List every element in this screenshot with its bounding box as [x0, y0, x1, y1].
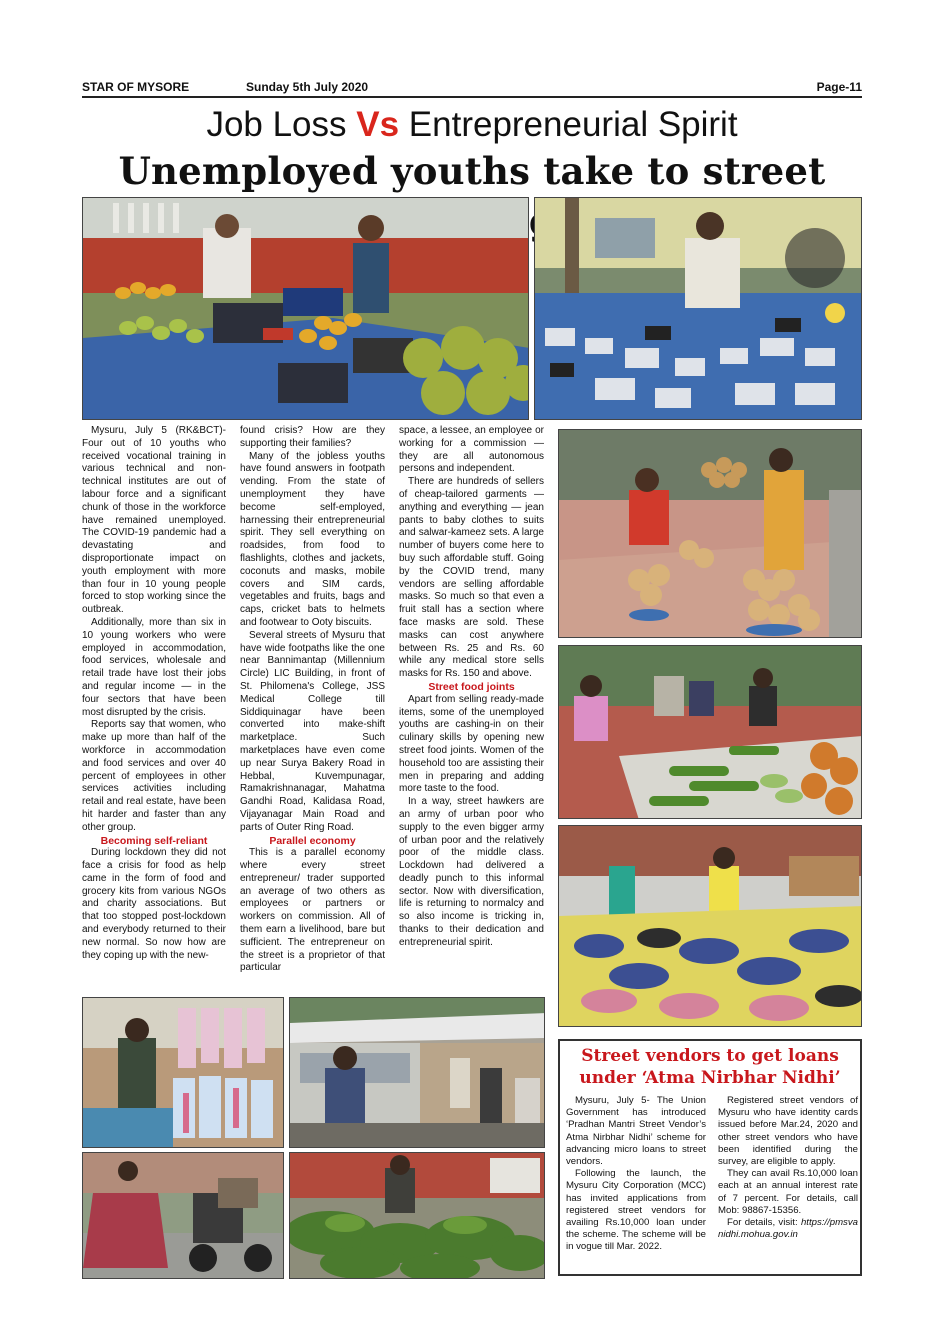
article-column-2 — [240, 425, 385, 975]
gadget-vendor-photo — [534, 197, 862, 420]
article-paragraph: Apart from selling ready-made items, some of the unemployed youths are cashing-in on their culinary skills by opening new street food joints. Women of the household too are assisting their men in preparing and adding more taste to the food. — [399, 693, 544, 795]
subheading-street-food: Street food joints — [428, 680, 515, 693]
article-column-1 — [82, 425, 226, 962]
kicker — [82, 104, 862, 146]
box-paragraph: They can avail Rs.10,000 loan each at an annual interest rate of 7 percent. For details, call Mob: 98867-15356. — [718, 1168, 858, 1216]
article-paragraph: Mysuru, July 5 (RK&BCT)- Four out of 10 youths who received vocational training in various technical and non-technical institutes are out of labour force and a significant chunk of those in the workforce have remained unemployed. The COVID-19 pandemic had a devastating and disproportionate impact on youth employment with more than four in 10 young people forced to stop working since the outbreak. — [82, 425, 226, 616]
box-column-left — [566, 1095, 706, 1254]
article-paragraph: space, a lessee, an employee or working for a commission — they are all autonomous persons and independent. — [399, 425, 544, 475]
box-paragraph: Mysuru, July 5- The Union Government has introduced ‘Pradhan Mantri Street Vendor’s Atma Nirbhar Nidhi’ scheme for advancing micro loans to street vendors. — [566, 1095, 706, 1168]
article-column-3 — [399, 425, 544, 950]
article-paragraph: Many of the jobless youths have found answers in footpath vending. From the state of unemployment they have become self-employed, harnessing their entrepreneurial spirit. They sell everything on roadsides, from food to flashlights, clothes and jackets, coconuts and masks, mobile covers and SIM cards, vegetables and fruits, bags and caps, cricket bats to helmets and footwear to Ooty biscuits. — [240, 450, 385, 628]
newspaper-name: STAR OF MYSORE — [82, 80, 190, 94]
box-title-line1: Street vendors to get loans — [581, 1046, 839, 1066]
article-paragraph: In a way, street hawkers are an army of urban poor who supply to the even bigger army of urban poor and the relatively poor of the middle class. Lockdown had delivered a deadly punch to this informal sector. Now with diversification, life is returning to normalcy and so also income is tricking in, thanks to their dedication and entrepreneurial spirit. — [399, 796, 544, 948]
fruit-vendor-photo — [82, 197, 529, 420]
loan-scheme-box — [558, 1039, 862, 1276]
footwear-vendor-photo — [558, 825, 862, 1027]
jacket-vendor-photo — [82, 1152, 284, 1279]
coconut-vendor-photo — [558, 429, 862, 638]
article-paragraph: Additionally, more than six in 10 young workers who were employed in accommodation, food services, wholesale and retail trade have lost their jobs and regular income — in the four sectors that have been most disrupted by the crisis. — [82, 616, 226, 718]
headline: Unemployed youths take to street — [118, 149, 826, 193]
box-paragraph — [718, 1217, 858, 1241]
subheading-parallel-economy: Parallel economy — [269, 834, 356, 847]
article-paragraph: This is a parallel economy where every street entrepreneur/ trader supported an average of two others as employees or partners or workers on commission. All of them earn a livelihood, bare but sufficient. The entrepreneur on the street is a proprietor of that particular — [240, 847, 385, 974]
article-paragraph: Several streets of Mysuru that have wide footpaths like the one near Bannimantap (Millennium Circle) LIC Building, in front of St. Philomena's College, JSS Medical College till Siddiquinagar have been converted into make-shift marketplace. Such marketplaces have even come up near Surya Bakery Road in Hebbal, Kuvempunagar, Ramakrishnanagar, Mahatma Gandhi Road, Kalidasa Road, Vijayanagar Main Road and parts of Outer Ring Road. — [240, 629, 385, 833]
box-column-right — [718, 1095, 858, 1241]
box-title-line2: under ‘Atma Nirbhar Nidhi’ — [579, 1068, 841, 1088]
clothes-vendor-photo — [82, 997, 284, 1148]
article-paragraph: There are hundreds of sellers of cheap-tailored garments — anything and everything — jean pants to baby clothes to suits and salwar-kameez sets. A large number of buyers come here to buy such affordable stuff. Going by the COVID trend, many vendors are selling affordable masks. So much so that even a fruit stall has a section where face masks are sold. These masks can cost anywhere between Rs. 25 and Rs. 60 while any medical store sells masks for Rs. 150 and above. — [399, 476, 544, 680]
article-paragraph: During lockdown they did not face a crisis for food as help came in the form of food and grocery kits from various NGOs and charity associations. But that too stopped post-lockdown and everybody returned to their new normal. So now how are they coping up with the new- — [82, 847, 226, 961]
scheme-website-link[interactable]: https://pmsvanidhi.mohua.gov.in — [718, 1217, 858, 1241]
article-paragraph: Reports say that women, who make up more than half of the workforce in accommodation and food services and over 40 percent of employees in other services activities including retail and real estate, have been hit harder and faster than any other group. — [82, 719, 226, 833]
greens-vendor-photo — [289, 1152, 545, 1279]
visit-label: For details, visit: — [727, 1217, 801, 1229]
kicker-vs: Vs — [356, 105, 400, 144]
food-cart-photo — [289, 997, 545, 1148]
page-header — [82, 80, 862, 98]
subheading-self-reliant: Becoming self-reliant — [100, 834, 208, 847]
box-paragraph: Following the launch, the Mysuru City Corporation (MCC) has invited applications from registered street vendors for availing Rs.10,000 loan under the scheme. The scheme will be in vogue till Mar. 2022. — [566, 1168, 706, 1253]
vegetable-vendor-photo — [558, 645, 862, 819]
box-paragraph: Registered street vendors of Mysuru who have identity cards issued before Mar.24, 2020 and other street vendors who have been identified during the survey, are eligible to apply. — [718, 1095, 858, 1168]
page-number: Page-11 — [816, 80, 862, 94]
kicker-left: Job Loss — [206, 105, 357, 144]
article-paragraph: found crisis? How are they supporting their families? — [240, 425, 385, 449]
kicker-right: Entrepreneurial Spirit — [399, 105, 738, 144]
issue-date: Sunday 5th July 2020 — [246, 80, 369, 94]
